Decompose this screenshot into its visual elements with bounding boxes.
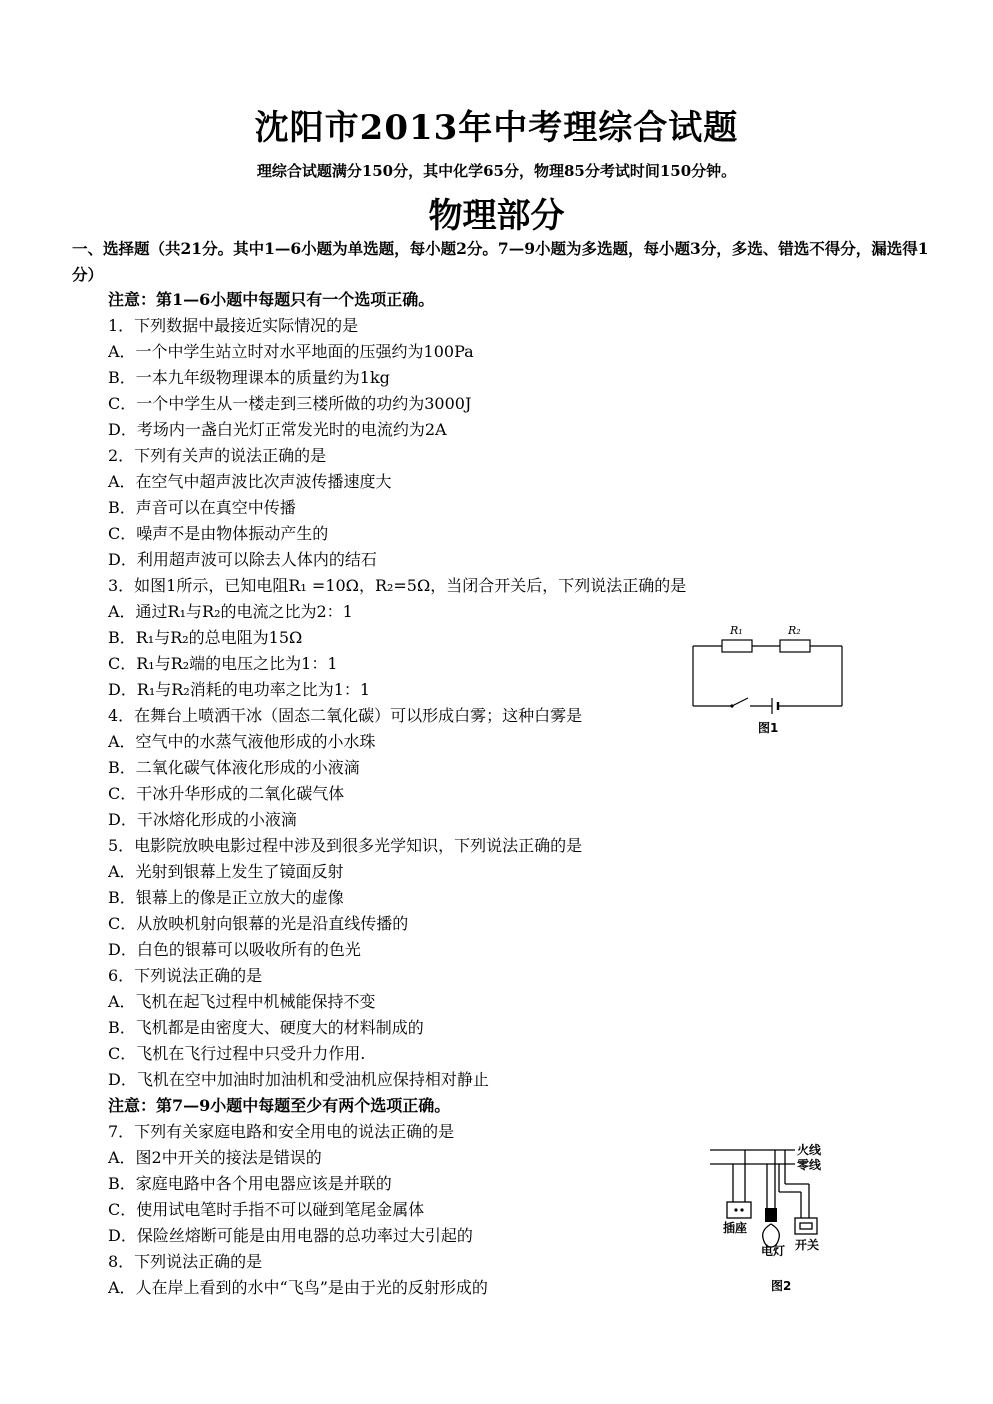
question-stem: 8．下列说法正确的是 (108, 1252, 263, 1271)
answer-option: A．图2中开关的接法是错误的 (108, 1148, 322, 1167)
answer-option: A．飞机在起飞过程中机械能保持不变 (108, 992, 376, 1011)
answer-option: D．干冰熔化形成的小液滴 (108, 810, 297, 829)
section-title: 物理部分 (428, 196, 565, 236)
r1-label: R₁ (730, 624, 743, 637)
switch-label: 开关 (795, 1238, 820, 1252)
answer-option: A．在空气中超声波比次声波传播速度大 (108, 472, 392, 491)
answer-option: C．R₁与R₂端的电压之比为1：1 (108, 654, 338, 673)
question-stem: 2．下列有关声的说法正确的是 (108, 446, 327, 465)
part-intro: 一、选择题（共21分。其中1—6小题为单选题，每小题2分。7—9小题为多选题，每小题3分，多选、错选不得分，漏选得1分） (72, 239, 929, 284)
answer-option: B．声音可以在真空中传播 (108, 498, 296, 517)
answer-option: B．银幕上的像是正立放大的虚像 (108, 888, 344, 907)
figure-1-caption: 图1 (758, 721, 779, 735)
socket-label: 插座 (723, 1221, 748, 1235)
figure-1-circuit (690, 618, 850, 738)
answer-option: C．飞机在飞行过程中只受升力作用. (108, 1044, 366, 1063)
answer-option: A．人在岸上看到的水中“飞鸟”是由于光的反射形成的 (108, 1278, 488, 1297)
exam-info: 理综合试题满分150分，其中化学65分，物理85分考试时间150分钟。 (256, 162, 737, 180)
answer-option: A．通过R₁与R₂的电流之比为2：1 (108, 602, 353, 621)
page-title: 沈阳市2013年中考理综合试题 (254, 108, 739, 148)
answer-option: C．使用试电笔时手指不可以碰到笔尾金属体 (108, 1200, 425, 1219)
question-stem: 3．如图1所示，已知电阻R₁ =10Ω，R₂=5Ω，当闭合开关后，下列说法正确的是 (108, 576, 687, 595)
neutral-wire-label: 零线 (797, 1158, 822, 1172)
answer-option: D．飞机在空中加油时加油机和受油机应保持相对静止 (108, 1070, 489, 1089)
live-wire-label: 火线 (797, 1143, 822, 1157)
question-stem: 5．电影院放映电影过程中涉及到很多光学知识，下列说法正确的是 (108, 836, 583, 855)
answer-option: D．R₁与R₂消耗的电功率之比为1：1 (108, 680, 371, 699)
answer-option: C．从放映机射向银幕的光是沿直线传播的 (108, 914, 409, 933)
answer-option: A．一个中学生站立时对水平地面的压强约为100Pa (108, 342, 474, 361)
answer-option: D．利用超声波可以除去人体内的结石 (108, 550, 377, 569)
answer-option: C．干冰升华形成的二氧化碳气体 (108, 784, 345, 803)
answer-option: A．空气中的水蒸气液他形成的小水珠 (108, 732, 376, 751)
answer-option: B．一本九年级物理课本的质量约为1kg (108, 368, 390, 387)
answer-option: B．家庭电路中各个用电器应该是并联的 (108, 1174, 392, 1193)
figure-2-caption: 图2 (771, 1279, 792, 1293)
question-stem: 4．在舞台上喷洒干冰（固态二氧化碳）可以形成白雾；这种白雾是 (108, 706, 583, 725)
instruction-note: 注意：第1—6小题中每题只有一个选项正确。 (108, 290, 435, 309)
answer-option: D．白色的银幕可以吸收所有的色光 (108, 940, 361, 959)
answer-option: D．考场内一盏白光灯正常发光时的电流约为2A (108, 420, 447, 439)
answer-option: B．R₁与R₂的总电阻为15Ω (108, 628, 303, 647)
lamp-label: 电灯 (761, 1244, 786, 1258)
question-stem: 1．下列数据中最接近实际情况的是 (108, 316, 359, 335)
answer-option: C．噪声不是由物体振动产生的 (108, 524, 329, 543)
answer-option: B．二氧化碳气体液化形成的小液滴 (108, 758, 360, 777)
figure-2-household-circuit (705, 1138, 845, 1298)
r2-label: R₂ (788, 624, 801, 637)
answer-option: C．一个中学生从一楼走到三楼所做的功约为3000J (108, 394, 472, 413)
instruction-note: 注意：第7—9小题中每题至少有两个选项正确。 (108, 1096, 451, 1115)
question-stem: 6．下列说法正确的是 (108, 966, 263, 985)
question-stem: 7．下列有关家庭电路和安全用电的说法正确的是 (108, 1122, 455, 1141)
answer-option: B．飞机都是由密度大、硬度大的材料制成的 (108, 1018, 424, 1037)
answer-option: A．光射到银幕上发生了镜面反射 (108, 862, 344, 881)
answer-option: D．保险丝熔断可能是由用电器的总功率过大引起的 (108, 1226, 473, 1245)
